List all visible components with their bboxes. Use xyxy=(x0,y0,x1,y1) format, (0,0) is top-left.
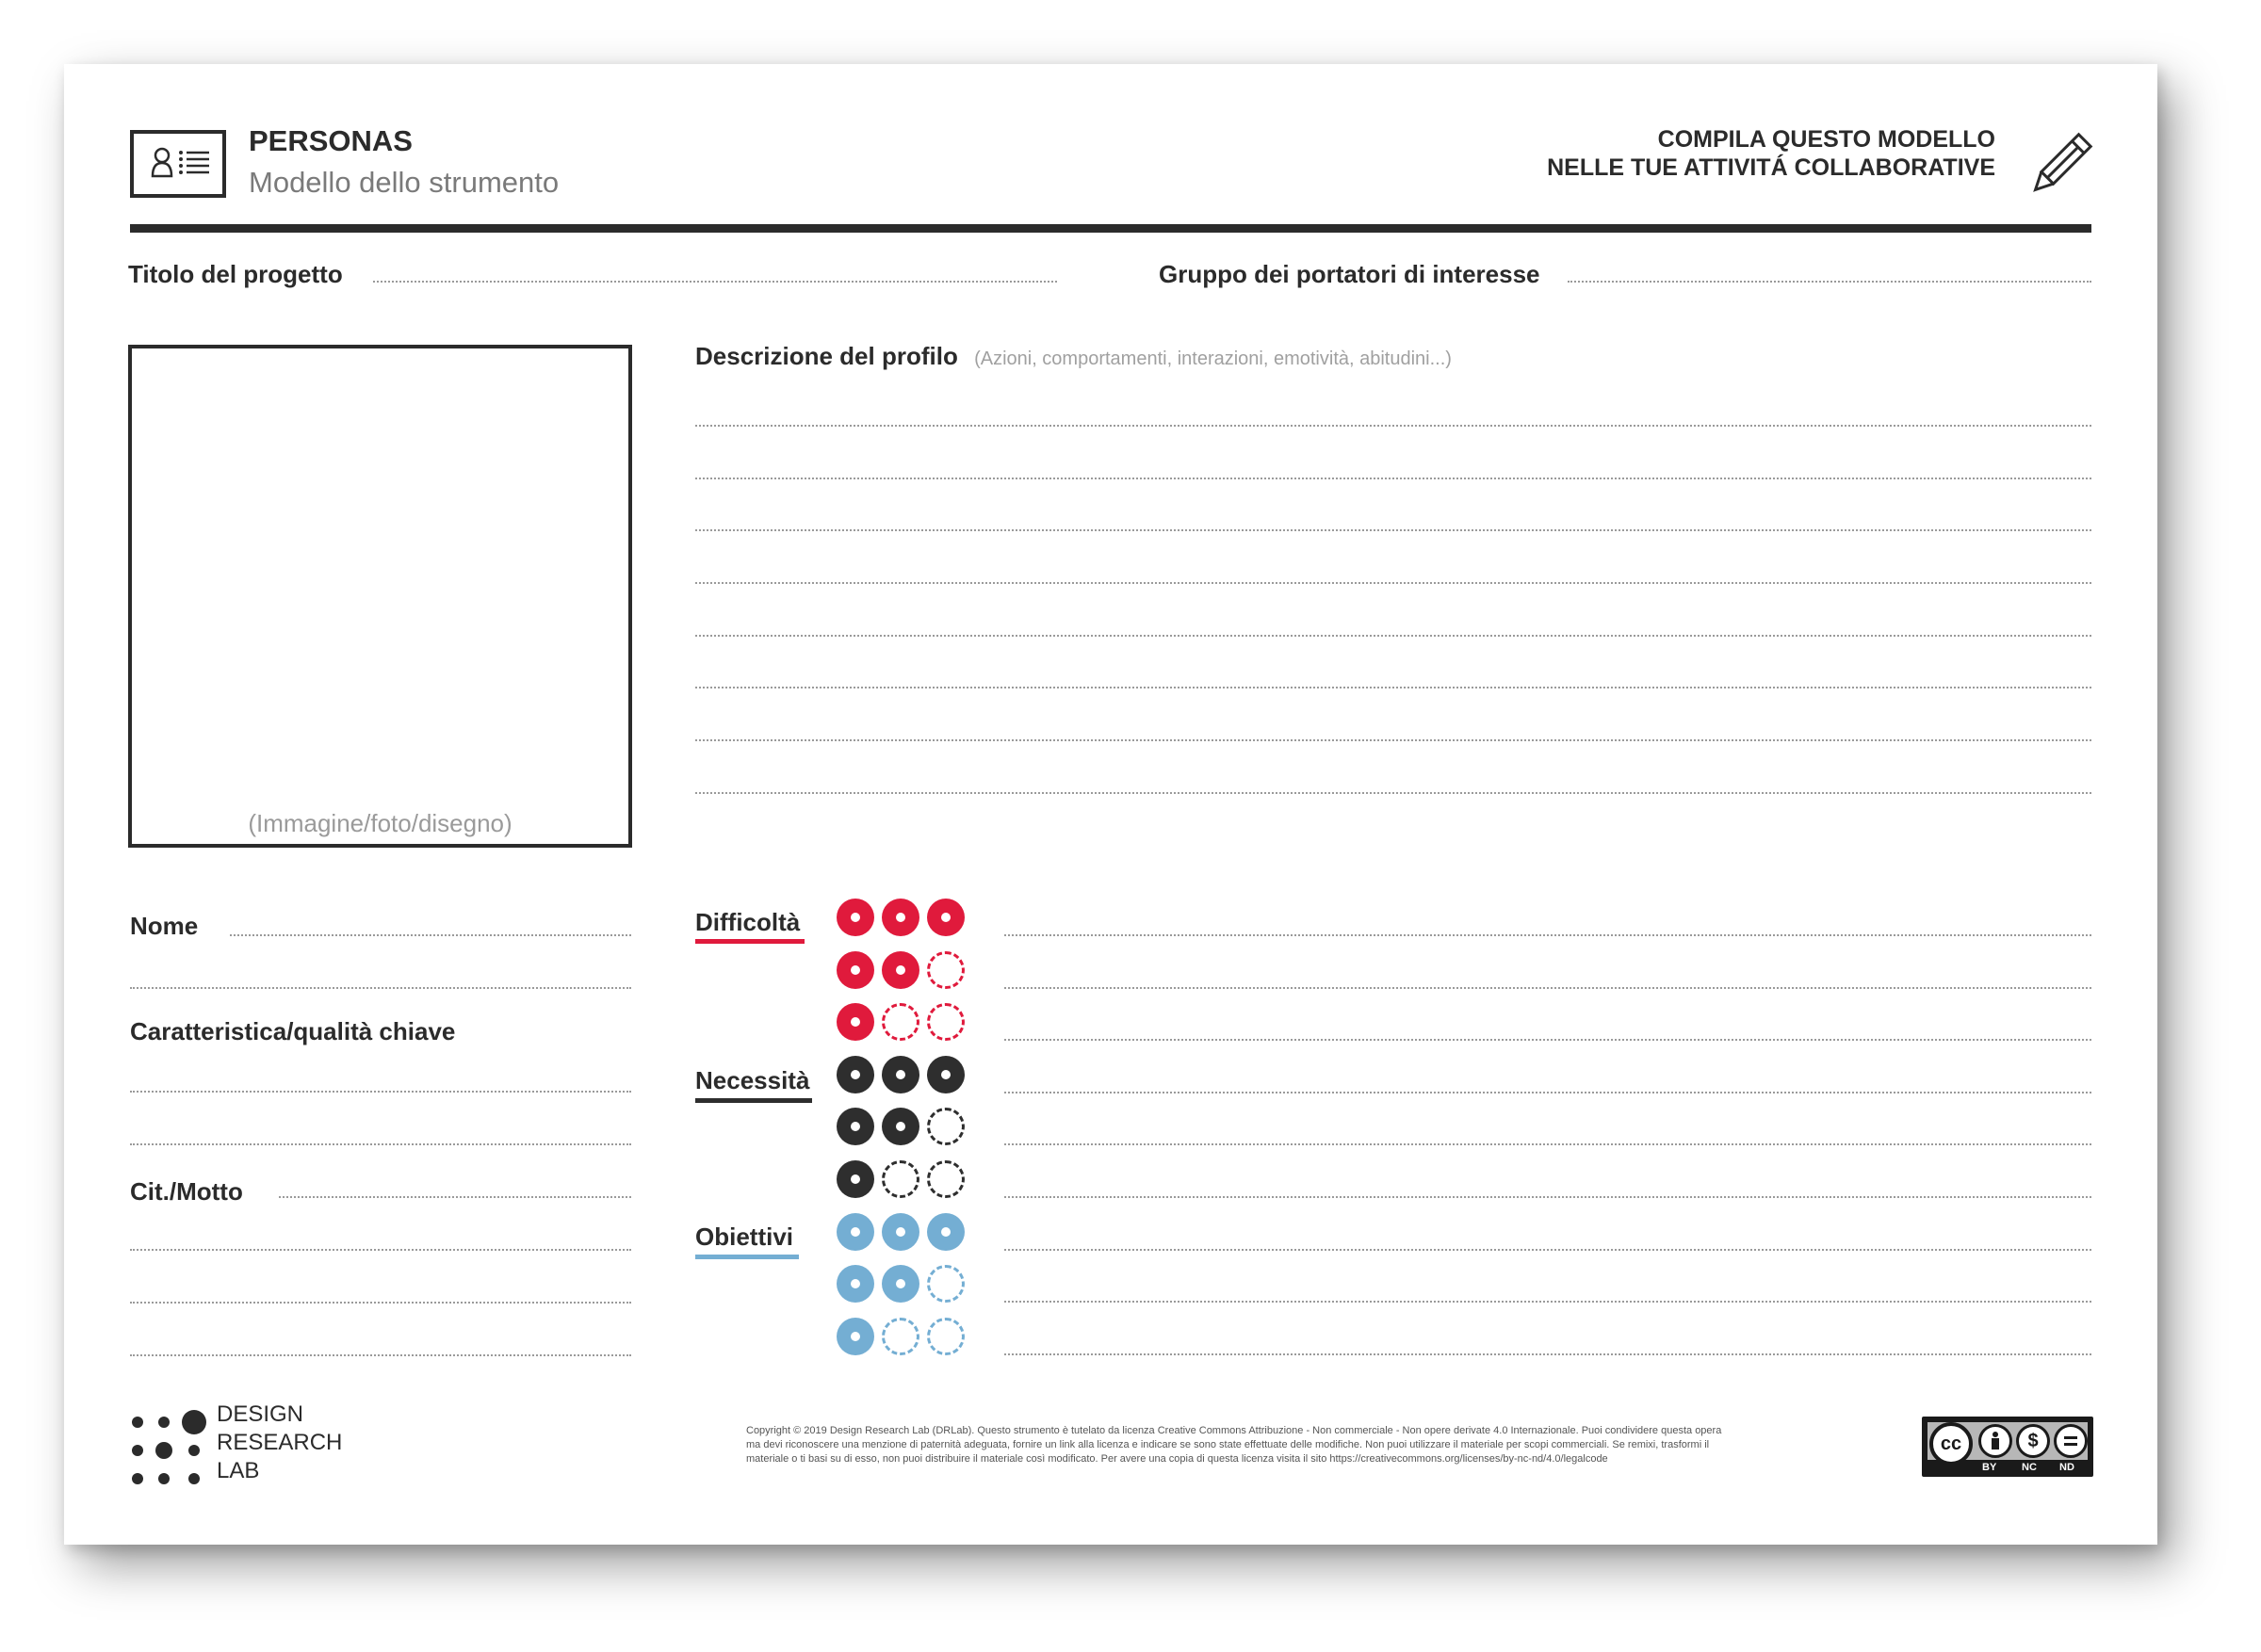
quote-line[interactable] xyxy=(130,1354,631,1356)
difficulties-underline xyxy=(695,939,805,944)
needs-rating-circle[interactable] xyxy=(837,1108,874,1145)
copyright-text xyxy=(746,1424,1895,1466)
difficulties-rating-circle[interactable] xyxy=(837,1003,874,1041)
goals-rating-circle[interactable] xyxy=(927,1265,965,1303)
description-line[interactable] xyxy=(695,529,2091,531)
needs-rating-circle[interactable] xyxy=(927,1108,965,1145)
description-line[interactable] xyxy=(695,582,2091,584)
quote-line[interactable] xyxy=(130,1249,631,1251)
license-by: BY xyxy=(1982,1462,1997,1473)
difficulties-rating-circle[interactable] xyxy=(927,1003,965,1041)
logo-line-3: LAB xyxy=(217,1458,260,1483)
rating-line[interactable] xyxy=(1004,1196,2091,1198)
difficulties-rating-circle[interactable] xyxy=(837,951,874,989)
copyright-line-2: ma devi riconoscere una menzione di paternità adeguata, fornire un link alla licenza e indicare se sono state effettuate delle modifiche. Non puoi utilizzare il materiale per scopi commerciali. Se remixi, trasformi il xyxy=(746,1439,1710,1450)
profile-description-title: Descrizione del profilo xyxy=(695,342,958,370)
rating-line[interactable] xyxy=(1004,1039,2091,1041)
rating-line[interactable] xyxy=(1004,1092,2091,1093)
rating-line[interactable] xyxy=(1004,934,2091,936)
instruction-line-2: NELLE TUE ATTIVITÁ COLLABORATIVE xyxy=(1547,154,1995,181)
needs-rating-circle[interactable] xyxy=(837,1056,874,1093)
difficulties-label: Difficoltà xyxy=(695,908,801,936)
cc-license-badge[interactable] xyxy=(1922,1417,2093,1477)
name-line[interactable] xyxy=(130,987,631,989)
logo-line-1: DESIGN xyxy=(217,1401,304,1427)
goals-label: Obiettivi xyxy=(695,1223,794,1251)
difficulties-rating-circle[interactable] xyxy=(927,899,965,936)
rating-line[interactable] xyxy=(1004,1353,2091,1355)
license-nd: ND xyxy=(2059,1462,2074,1473)
goals-rating-circle[interactable] xyxy=(837,1213,874,1251)
difficulties-rating-circle[interactable] xyxy=(927,951,965,989)
cc-icon: cc xyxy=(1929,1422,1973,1466)
key-quality-line[interactable] xyxy=(130,1143,631,1145)
description-line[interactable] xyxy=(695,792,2091,794)
tool-subtitle: Modello dello strumento xyxy=(249,166,560,199)
logo-line-2: RESEARCH xyxy=(217,1430,343,1455)
goals-underline xyxy=(695,1255,799,1259)
needs-underline xyxy=(695,1098,812,1103)
goals-rating-circle[interactable] xyxy=(837,1265,874,1303)
key-quality-line[interactable] xyxy=(130,1091,631,1093)
project-title-label: Titolo del progetto xyxy=(128,260,343,288)
instruction-line-1: COMPILA QUESTO MODELLO xyxy=(1657,126,1995,153)
description-line[interactable] xyxy=(695,425,2091,427)
needs-rating-circle[interactable] xyxy=(882,1160,919,1198)
goals-rating-circle[interactable] xyxy=(837,1318,874,1355)
attribution-icon xyxy=(1978,1424,2012,1458)
image-placeholder-box[interactable] xyxy=(128,345,632,848)
description-line[interactable] xyxy=(695,687,2091,688)
description-line[interactable] xyxy=(695,478,2091,479)
copyright-line-1: Copyright © 2019 Design Research Lab (DRLab). Questo strumento è tutelato da licenza Creative Commons Attribuzione - Non commerciale - Non opere derivate 4.0 Internazionale. Puoi condividere questa opera xyxy=(746,1425,1722,1436)
quote-label: Cit./Motto xyxy=(130,1177,243,1206)
description-line[interactable] xyxy=(695,739,2091,741)
difficulties-rating-circle[interactable] xyxy=(837,899,874,936)
rating-line[interactable] xyxy=(1004,1143,2091,1145)
goals-rating-circle[interactable] xyxy=(882,1213,919,1251)
stakeholder-group-label: Gruppo dei portatori di interesse xyxy=(1159,260,1540,288)
needs-label: Necessità xyxy=(695,1066,810,1094)
difficulties-rating-circle[interactable] xyxy=(882,951,919,989)
copyright-line-3: materiale o ti basi su di esso, non puoi distribuire il materiale così modificato. Per avere una copia di questa licenza visita il sito https://creativecommons.org/licenses/by-nc-nd/4.0/legalcode xyxy=(746,1453,1608,1465)
goals-rating-circle[interactable] xyxy=(882,1318,919,1355)
project-title-line[interactable] xyxy=(373,281,1057,283)
description-line[interactable] xyxy=(695,635,2091,637)
profile-description-hint: (Azioni, comportamenti, interazioni, emotività, abitudini...) xyxy=(974,348,1452,369)
name-label: Nome xyxy=(130,912,199,940)
rating-line[interactable] xyxy=(1004,1301,2091,1303)
needs-rating-circle[interactable] xyxy=(882,1056,919,1093)
key-quality-label: Caratteristica/qualità chiave xyxy=(130,1017,456,1045)
difficulties-rating-circle[interactable] xyxy=(882,899,919,936)
image-placeholder-hint: (Immagine/foto/disegno) xyxy=(248,809,512,837)
license-nc: NC xyxy=(2022,1462,2037,1473)
needs-rating-circle[interactable] xyxy=(882,1108,919,1145)
needs-rating-circle[interactable] xyxy=(927,1160,965,1198)
needs-rating-circle[interactable] xyxy=(837,1160,874,1198)
tool-title: PERSONAS xyxy=(249,124,413,157)
rating-grid xyxy=(837,899,968,1351)
quote-line[interactable] xyxy=(130,1302,631,1304)
rating-line[interactable] xyxy=(1004,987,2091,989)
quote-line[interactable] xyxy=(279,1196,631,1198)
header-divider xyxy=(130,224,2091,233)
noncommercial-icon: $ xyxy=(2016,1424,2050,1458)
drlab-logo-icon xyxy=(130,1407,215,1492)
stakeholder-group-line[interactable] xyxy=(1568,281,2091,283)
profile-description-label xyxy=(695,342,1452,371)
template-sheet xyxy=(64,64,2157,1545)
name-line[interactable] xyxy=(230,934,631,936)
noderivatives-icon xyxy=(2054,1424,2088,1458)
goals-rating-circle[interactable] xyxy=(882,1265,919,1303)
person-list-icon xyxy=(130,130,226,198)
rating-line[interactable] xyxy=(1004,1249,2091,1251)
goals-rating-circle[interactable] xyxy=(927,1318,965,1355)
pencil-icon xyxy=(2022,128,2097,203)
difficulties-rating-circle[interactable] xyxy=(882,1003,919,1041)
goals-rating-circle[interactable] xyxy=(927,1213,965,1251)
needs-rating-circle[interactable] xyxy=(927,1056,965,1093)
